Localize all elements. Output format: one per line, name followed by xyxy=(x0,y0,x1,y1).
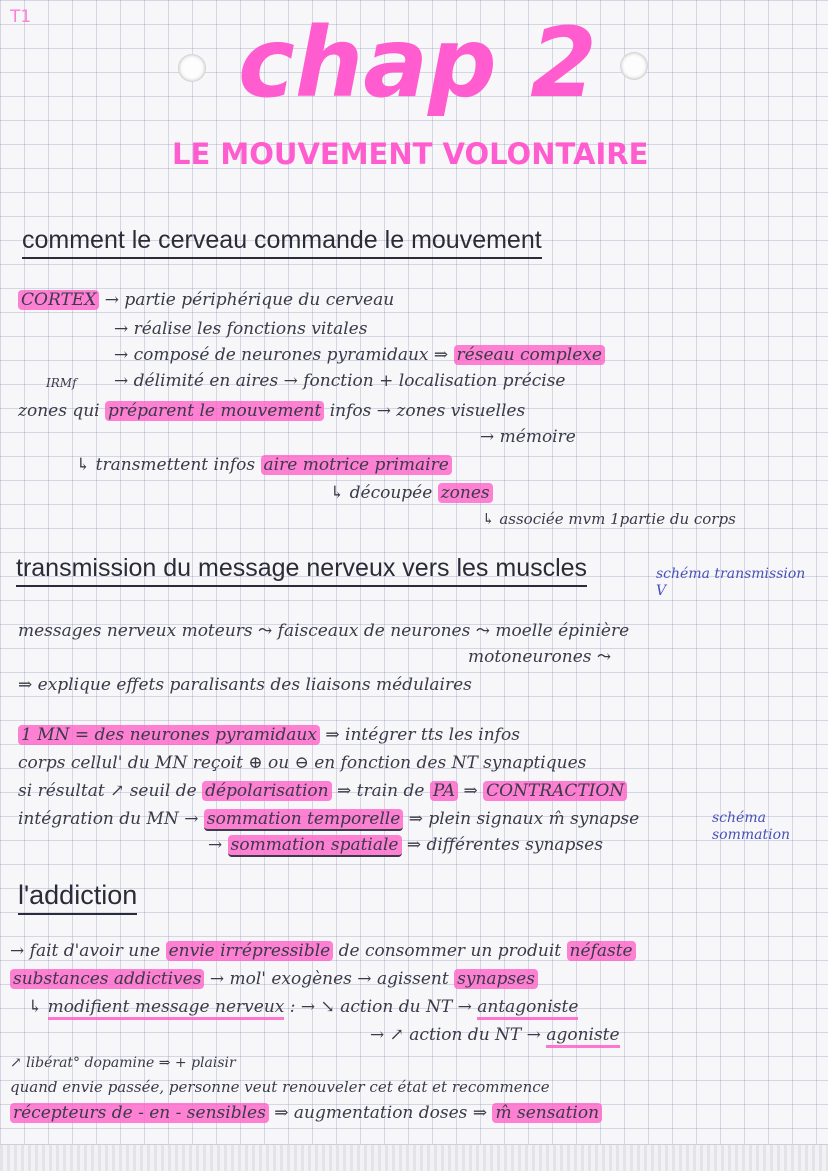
cortex-line-3 xyxy=(114,344,605,366)
resultat-f: CONTRACTION xyxy=(483,781,627,801)
transmit-line xyxy=(76,454,452,476)
cortex-text-4: → délimité en aires → fonction + localisation précise xyxy=(114,371,566,391)
addiction-line-1 xyxy=(10,940,636,962)
integration-c: ⇒ plein signaux m̂ synapse xyxy=(408,809,640,829)
integration-line xyxy=(18,808,639,830)
irm-margin-note: IRMf xyxy=(46,376,77,390)
cortex-text-1: → partie périphérique du cerveau xyxy=(104,290,395,310)
addiction-line-2 xyxy=(10,968,538,990)
decoupee-line xyxy=(330,482,493,504)
explique-text: ⇒ explique effets paralisants des liaisons médulaires xyxy=(18,675,472,695)
schema-transmission-note: schéma transmission V xyxy=(656,566,806,599)
addiction-3c: : → ↘ action du NT → xyxy=(289,997,472,1017)
decoupee-text-a: ↳ découpée xyxy=(330,483,433,503)
integration-a: intégration du MN → xyxy=(18,809,199,829)
addiction-3b: modifient message nerveux xyxy=(48,997,285,1020)
mn-text-a: 1 MN = des neurones pyramidaux xyxy=(18,725,320,745)
addiction-line-4 xyxy=(370,1024,620,1046)
spatiale-c: ⇒ différentes synapses xyxy=(406,835,603,855)
section-heading-addiction: l'addiction xyxy=(18,880,137,915)
cortex-label: CORTEX xyxy=(18,290,99,310)
transmit-text-b: aire motrice primaire xyxy=(261,455,452,475)
spatiale-a: → xyxy=(208,835,223,855)
addiction-3a: ↳ xyxy=(28,997,43,1017)
addiction-line-7 xyxy=(10,1102,602,1124)
notebook-bottom-edge xyxy=(0,1144,828,1171)
spatiale-b: sommation spatiale xyxy=(228,835,402,857)
zones-text-b: préparent le mouvement xyxy=(105,401,324,421)
zones-text-a: zones qui xyxy=(18,401,100,421)
resultat-line xyxy=(18,780,627,802)
mn-text-b: ⇒ intégrer tts les infos xyxy=(325,725,520,745)
zones-text-c: infos → zones visuelles xyxy=(329,401,526,421)
resultat-c: ⇒ train de xyxy=(337,781,425,801)
punch-hole-right xyxy=(620,52,648,80)
mn-line xyxy=(18,724,520,746)
addiction-1c: de consommer un produit xyxy=(338,941,562,961)
cortex-text-2: → réalise les fonctions vitales xyxy=(114,319,368,339)
addiction-1b: envie irrépressible xyxy=(166,941,334,961)
addiction-line-5: ↗ libérat° dopamine ⇒ + plaisir xyxy=(10,1055,236,1071)
schema-sommation-note: schéma sommation xyxy=(712,810,791,843)
resultat-a: si résultat ↗ seuil de xyxy=(18,781,197,801)
resultat-b: dépolarisation xyxy=(202,781,332,801)
cortex-line-1 xyxy=(18,289,394,311)
corps-text: corps cellul' du MN reçoit ⊕ ou ⊖ en fonction des NT synaptiques xyxy=(18,753,587,773)
addiction-1a: → fait d'avoir une xyxy=(10,941,161,961)
cortex-text-3b: réseau complexe xyxy=(454,345,605,365)
addiction-2b: → mol' exogènes → agissent xyxy=(209,969,449,989)
addiction-2a: substances addictives xyxy=(10,969,204,989)
addiction-4b: agoniste xyxy=(546,1025,619,1048)
addiction-7b: ⇒ augmentation doses ⇒ xyxy=(274,1103,488,1123)
associee-text: ↳ associée mvm 1partie du corps xyxy=(482,510,736,528)
decoupee-text-b: zones xyxy=(438,483,493,503)
addiction-line-3 xyxy=(28,996,578,1018)
addiction-3d: antagoniste xyxy=(477,997,578,1020)
addiction-1d: néfaste xyxy=(567,941,636,961)
addiction-4a: → ↗ action du NT → xyxy=(370,1025,541,1045)
section-heading-transmission: transmission du message nerveux vers les muscles xyxy=(16,554,587,587)
chapter-title: chap 2 xyxy=(238,7,597,119)
integration-b: sommation temporelle xyxy=(204,809,403,831)
messages-text: messages nerveux moteurs ⤳ faisceaux de neurones ⤳ moelle épinière xyxy=(18,621,630,641)
spatiale-line xyxy=(208,834,603,856)
memoire-text: → mémoire xyxy=(480,427,576,447)
page-label: T1 xyxy=(10,7,32,27)
addiction-7a: récepteurs de - en - sensibles xyxy=(10,1103,269,1123)
chapter-subtitle: LE MOUVEMENT VOLONTAIRE xyxy=(172,137,649,171)
zones-line xyxy=(18,400,525,422)
punch-hole-left xyxy=(178,54,206,82)
addiction-line-6: quand envie passée, personne veut renouveler cet état et recommence xyxy=(10,1078,550,1096)
transmit-text-a: ↳ transmettent infos xyxy=(76,455,256,475)
motoneurones-text: motoneurones ⤳ xyxy=(468,647,612,667)
addiction-7c: m̂ sensation xyxy=(492,1103,602,1123)
resultat-d: PA xyxy=(430,781,458,801)
section-heading-brain: comment le cerveau commande le mouvement xyxy=(22,226,542,259)
cortex-text-3a: → composé de neurones pyramidaux ⇒ xyxy=(114,345,449,365)
resultat-e: ⇒ xyxy=(463,781,478,801)
addiction-2c: synapses xyxy=(454,969,538,989)
